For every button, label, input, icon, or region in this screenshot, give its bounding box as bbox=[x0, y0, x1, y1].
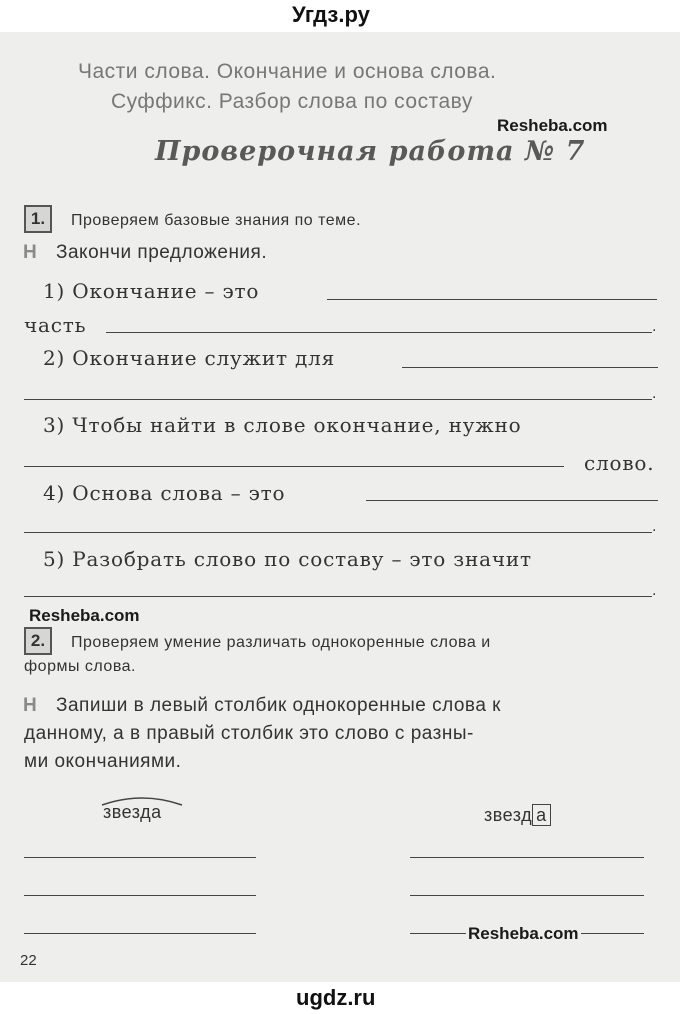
level-marker-1: Н bbox=[23, 242, 37, 263]
item-3-ending: слово. bbox=[584, 451, 655, 475]
left-answer-line[interactable] bbox=[24, 857, 256, 858]
item-1-continuation: часть bbox=[24, 313, 87, 337]
level-marker-2: Н bbox=[23, 695, 37, 716]
left-answer-line[interactable] bbox=[24, 933, 256, 934]
task-1-heading: Проверяем базовые знания по теме. bbox=[71, 212, 362, 229]
answer-line[interactable] bbox=[106, 332, 652, 333]
answer-line[interactable] bbox=[24, 399, 652, 400]
given-word: звезда bbox=[103, 802, 162, 822]
answer-line[interactable] bbox=[24, 532, 652, 533]
right-answer-line[interactable] bbox=[410, 895, 644, 896]
answer-line[interactable] bbox=[366, 500, 658, 501]
ending-box: а bbox=[532, 804, 551, 826]
right-answer-line[interactable] bbox=[410, 857, 644, 858]
topic-header-line-2: Суффикс. Разбор слова по составу bbox=[111, 90, 473, 113]
left-answer-line[interactable] bbox=[24, 895, 256, 896]
site-label-bottom[interactable]: ugdz.ru bbox=[296, 985, 376, 1010]
word-form bbox=[484, 804, 551, 826]
task-1-instruction: Закончи предложения. bbox=[56, 242, 268, 263]
task-2-instruction-line-1: Запиши в левый столбик однокоренные слова к bbox=[56, 695, 501, 716]
topic-header-line-1: Части слова. Окончание и основа слова. bbox=[78, 60, 497, 83]
answer-line[interactable] bbox=[24, 596, 652, 597]
workbook-page bbox=[0, 32, 680, 982]
watermark-middle: Resheba.com bbox=[29, 606, 140, 625]
page-number: 22 bbox=[20, 952, 37, 969]
site-label-top[interactable]: Угдз.ру bbox=[292, 2, 370, 27]
word-stem: звезд bbox=[484, 805, 533, 825]
answer-line[interactable] bbox=[24, 466, 564, 467]
task-2-number: 2. bbox=[24, 627, 52, 655]
line-end-dot: . bbox=[652, 518, 657, 535]
watermark-top: Resheba.com bbox=[497, 116, 608, 135]
line-end-dot: . bbox=[652, 385, 657, 402]
item-3-text: 3) Чтобы найти в слове окончание, нужно bbox=[43, 413, 522, 437]
task-1-number: 1. bbox=[24, 205, 52, 233]
page-title: Проверочная работа № 7 bbox=[155, 136, 586, 167]
task-2-instruction-line-3: ми окончаниями. bbox=[24, 751, 182, 772]
answer-line[interactable] bbox=[327, 299, 657, 300]
item-5-text: 5) Разобрать слово по составу – это значит bbox=[43, 547, 532, 571]
task-2-heading-line-1: Проверяем умение различать однокоренные слова и bbox=[71, 634, 491, 651]
watermark-bottom: Resheba.com bbox=[468, 924, 579, 943]
task-2-instruction-line-2: данному, а в правый столбик это слово с разны- bbox=[24, 723, 474, 744]
task-2-heading-line-2: формы слова. bbox=[24, 658, 136, 675]
answer-line[interactable] bbox=[402, 367, 658, 368]
line-end-dot: . bbox=[652, 582, 657, 599]
line-end-dot: . bbox=[652, 318, 657, 335]
item-4-text: 4) Основа слова – это bbox=[43, 481, 286, 505]
item-2-text: 2) Окончание служит для bbox=[43, 346, 336, 370]
item-1-text: 1) Окончание – это bbox=[43, 279, 260, 303]
